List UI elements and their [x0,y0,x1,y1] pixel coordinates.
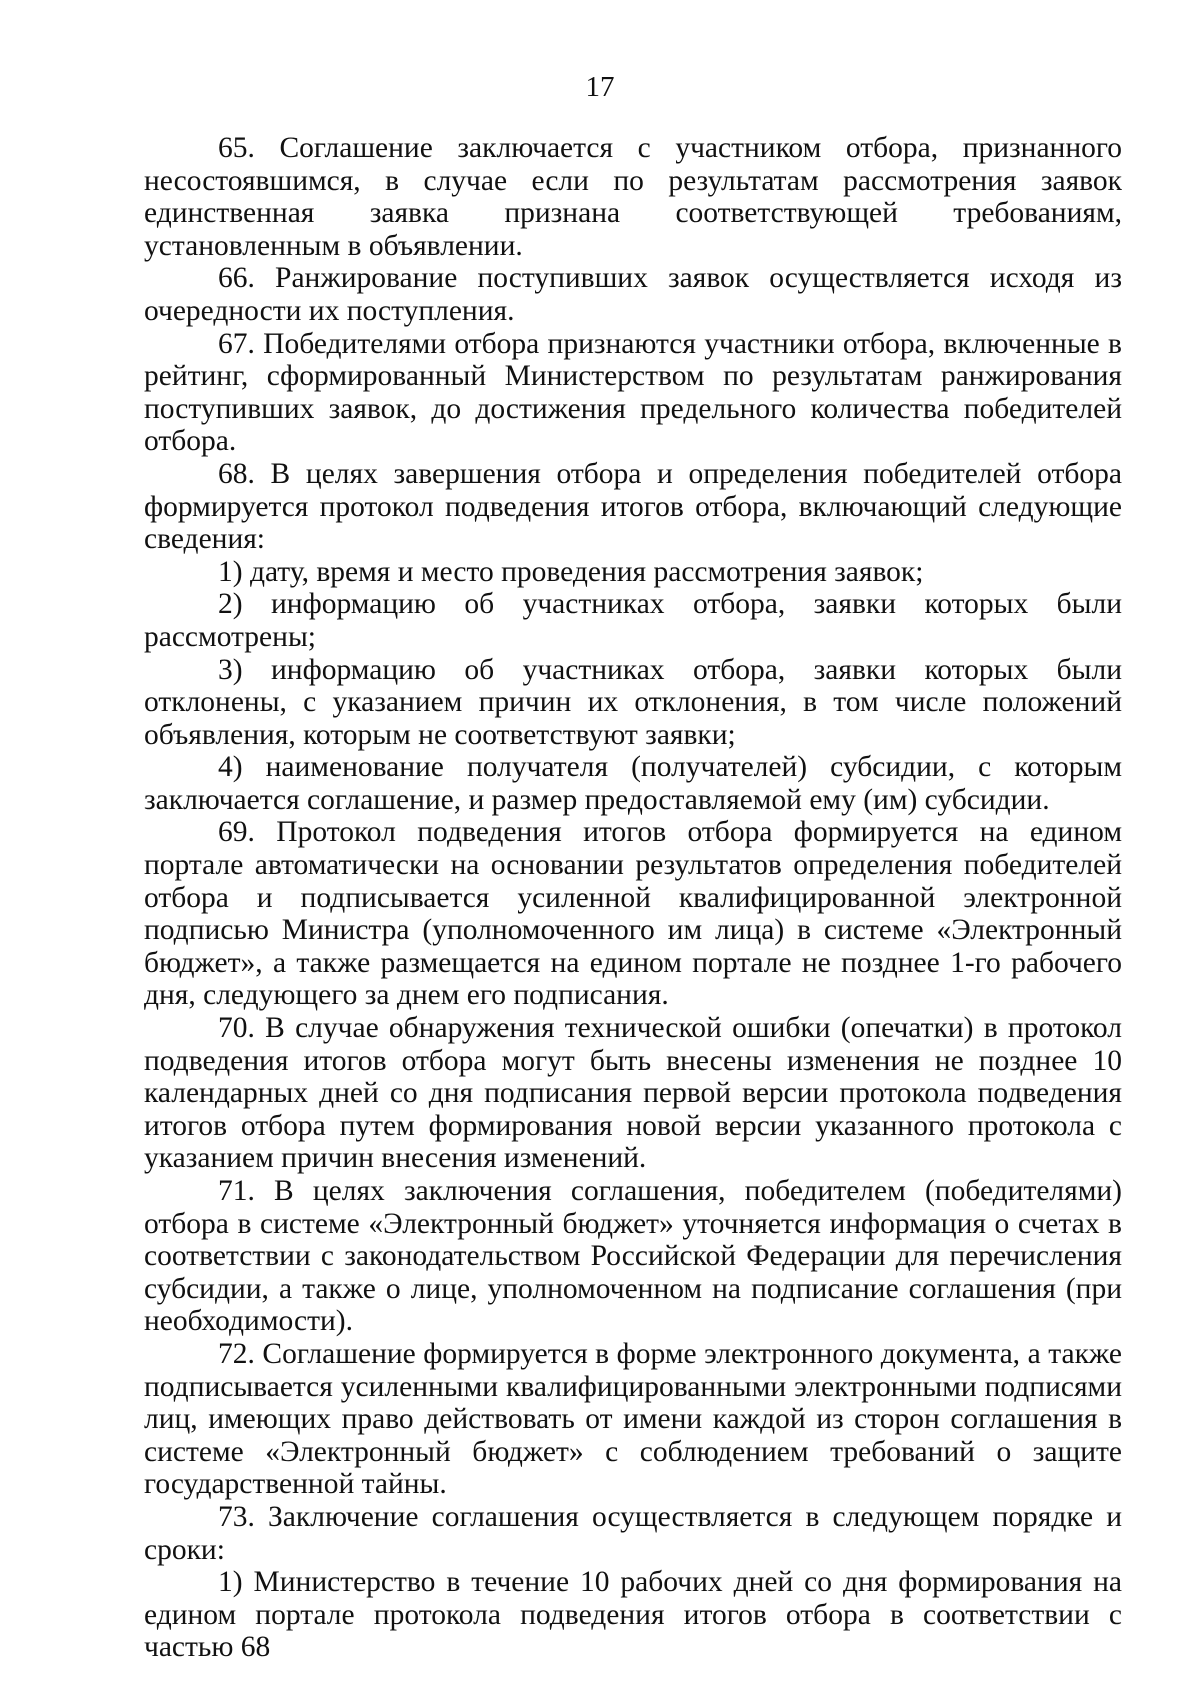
paragraph-71: 71. В целях заключения соглашения, победителем (победителями) отбора в системе «Электронный бюджет» уточняется информация о счетах в соответствии с законодательством Российской Федерации для перечисления субсидии, а также о лице, уполномоченном на подписание соглашения (при необходимости). [144,1175,1122,1338]
paragraph-65: 65. Соглашение заключается с участником отбора, признанного несостоявшимся, в случае если по результатам рассмотрения заявок единственная заявка признана соответствующей требованиям, установленным в объявлении. [144,132,1122,262]
paragraph-68: 68. В целях завершения отбора и определения победителей отбора формируется протокол подведения итогов отбора, включающий следующие сведения: [144,457,1122,556]
paragraph-70: 70. В случае обнаружения технической ошибки (опечатки) в протокол подведения итогов отбора могут быть внесены изменения не позднее 10 календарных дней со дня подписания первой версии протокола подведения итогов отбора путем формирования новой версии указанного протокола с указанием причин внесения изменений. [144,1012,1122,1175]
paragraph-67: 67. Победителями отбора признаются участники отбора, включенные в рейтинг, сформированный Министерством по результатам ранжирования поступивших заявок, до достижения предельного количества победителей отбора. [144,327,1122,458]
document-body [144,132,1122,1664]
paragraph-73: 73. Заключение соглашения осуществляется в следующем порядке и сроки: [144,1500,1122,1566]
list-item-68-2: 2) информацию об участниках отбора, заявки которых были рассмотрены; [144,588,1122,653]
paragraph-66: 66. Ранжирование поступивших заявок осуществляется исходя из очередности их поступления. [144,262,1122,327]
list-item-68-4: 4) наименование получателя (получателей) субсидии, с которым заключается соглашение, и размер предоставляемой ему (им) субсидии. [144,751,1122,816]
list-item-68-1: 1) дату, время и место проведения рассмотрения заявок; [218,555,924,588]
list-item-73-1: 1) Министерство в течение 10 рабочих дней со дня формирования на едином портале протокола подведения итогов отбора в соответствии с частью 68 [144,1566,1122,1664]
list-item-68-3: 3) информацию об участниках отбора, заявки которых были отклонены, с указанием причин их отклонения, в том числе положений объявления, которым не соответствуют заявки; [144,653,1122,751]
paragraph-69: 69. Протокол подведения итогов отбора формируется на едином портале автоматически на основании результатов определения победителей отбора и подписывается усиленной квалифицированной электронной подписью Министра (уполномоченного им лица) в системе «Электронный бюджет», а также размещается на едином портале не позднее 1-го рабочего дня, следующего за днем его подписания. [144,816,1122,1012]
page-number: 17 [585,71,615,103]
paragraph-72: 72. Соглашение формируется в форме электронного документа, а также подписывается усиленными квалифицированными электронными подписями лиц, имеющих право действовать от имени каждой из сторон соглашения в системе «Электронный бюджет» с соблюдением требований о защите государственной тайны. [144,1337,1122,1501]
